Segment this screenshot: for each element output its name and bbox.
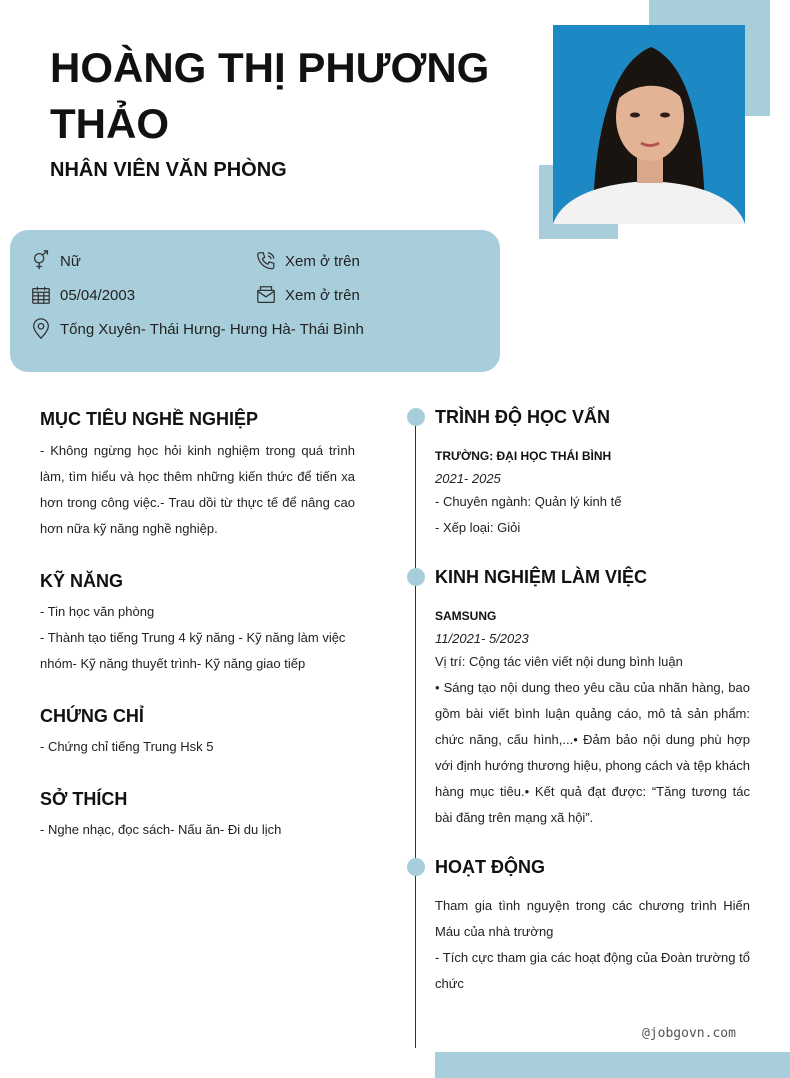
decorative-block-bottom [435, 1052, 790, 1078]
email-icon [255, 284, 277, 306]
address-value: Tống Xuyên- Thái Hưng- Hưng Hà- Thái Bình [60, 320, 364, 338]
activities-line-1: Tham gia tình nguyện trong các chương trình Hiến Máu của nhà trường [435, 898, 750, 939]
experience-description: • Sáng tạo nội dung theo yêu cầu của nhãn hàng, bao gồm bài viết bình luận quảng cáo, mô tả sản phẩm: chức năng, cấu hình,...• Đảm bảo nội dung phù hợp với định hướng thương hiệu, phong cách và tệp khách hàng mục tiêu.• Kết quả đạt được: “Tăng tương tác bài đăng trên mạng xã hội”. [435, 680, 750, 825]
contact-address [30, 318, 364, 340]
contact-gender [30, 250, 81, 272]
gender-icon [30, 250, 52, 272]
phone-icon [255, 250, 277, 272]
experience-position: Vị trí: Cộng tác viên viết nội dung bình luận [435, 654, 683, 669]
experience-title: KINH NGHIỆM LÀM VIỆC [435, 567, 648, 587]
hobbies-title: SỞ THÍCH [40, 789, 128, 809]
job-title: NHÂN VIÊN VĂN PHÒNG [50, 159, 287, 181]
objective-text: - Không ngừng học hỏi kinh nghiệm trong quá trình làm, tìm hiểu và học thêm những kiến thức để tiến xa hơn trong công việc.- Trau dồi từ thực tế để nâng cao hơn nữa kỹ năng nghề nghiệp. [40, 443, 355, 536]
activities-line-2: - Tích cực tham gia các hoạt động của Đoàn trường tổ chức [435, 950, 750, 991]
skills-line-1: - Tin học văn phòng [40, 604, 155, 619]
certificates-title: CHỨNG CHỈ [40, 706, 144, 726]
timeline-line [415, 416, 416, 1048]
candidate-name: HOÀNG THỊ PHƯƠNG THẢO [50, 44, 490, 147]
activities-title: HOẠT ĐỘNG [435, 857, 545, 877]
education-grade: - Xếp loại: Giỏi [435, 520, 521, 535]
email-value: Xem ở trên [285, 286, 360, 304]
watermark-text: @jobgovn.com [642, 1026, 736, 1041]
education-major: - Chuyên ngành: Quản lý kinh tế [435, 494, 622, 509]
contact-panel [10, 230, 500, 372]
certificate-item: - Chứng chỉ tiếng Trung Hsk 5 [40, 739, 214, 754]
timeline-dot-activities [407, 858, 425, 876]
calendar-icon [30, 284, 52, 306]
education-title: TRÌNH ĐỘ HỌC VẤN [435, 407, 610, 427]
location-pin-icon [30, 318, 52, 340]
timeline-dot-education [407, 408, 425, 426]
hobbies-item: - Nghe nhạc, đọc sách- Nấu ăn- Đi du lịch [40, 822, 282, 837]
contact-phone [255, 250, 360, 272]
skills-line-2: - Thành tạo tiếng Trung 4 kỹ năng - Kỹ năng làm việc nhóm- Kỹ năng thuyết trình- Kỹ năng giao tiếp [40, 630, 346, 671]
gender-value: Nữ [60, 252, 81, 270]
skills-title: KỸ NĂNG [40, 571, 124, 591]
phone-value: Xem ở trên [285, 252, 360, 270]
profile-photo [553, 25, 745, 224]
contact-dob [30, 284, 135, 306]
dob-value: 05/04/2003 [60, 286, 136, 304]
education-period: 2021- 2025 [435, 471, 501, 486]
company-name: SAMSUNG [435, 609, 497, 623]
timeline-dot-experience [407, 568, 425, 586]
school-name: TRƯỜNG: ĐẠI HỌC THÁI BÌNH [435, 449, 612, 463]
contact-email [255, 284, 360, 306]
objective-title: MỤC TIÊU NGHỀ NGHIỆP [40, 409, 259, 429]
experience-period: 11/2021- 5/2023 [435, 631, 529, 646]
